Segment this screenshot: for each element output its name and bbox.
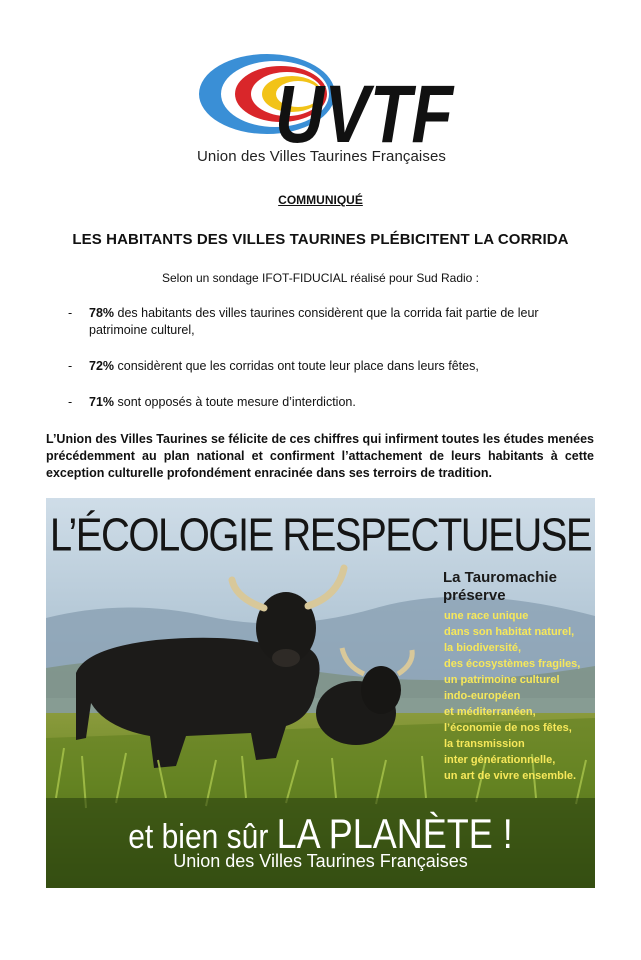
bullet-dash: - [68, 359, 73, 373]
bullet-dash: - [68, 306, 73, 320]
document-conclusion: L’Union des Villes Taurines se félicite de ces chiffres qui infirment toutes les études menées précédemment au plan national et confirment l’attachement de leurs habitants à cette exception culturelle profondément enracinée dans ses terroirs de tradition. [46, 432, 594, 480]
list-item: des écosystèmes fragiles, [444, 658, 581, 670]
list-item: indo-européen [444, 690, 521, 702]
list-item: inter générationnelle, [444, 754, 556, 766]
logo-subtitle: Union des Villes Taurines Françaises [197, 148, 447, 165]
list-item: une race unique [444, 610, 529, 622]
bullet-dash: - [68, 395, 73, 409]
uvtf-logo [195, 52, 455, 172]
poster-heading [443, 569, 593, 605]
bullet-percent: 78% [89, 306, 115, 320]
poster-cta-small: et bien sûr [128, 818, 277, 856]
document-intro: Selon un sondage IFOT-FIDUCIAL réalisé pour Sud Radio : [161, 271, 480, 285]
list-item: la biodiversité, [444, 642, 522, 654]
poster-heading-line-2: préserve [443, 587, 506, 604]
document-label: COMMUNIQUÉ [278, 193, 363, 207]
poster-cta-big: LA PLANÈTE ! [276, 810, 513, 858]
poster-image [46, 498, 595, 888]
list-item: un patrimoine culturel [444, 674, 560, 686]
list-item: et méditerranéen, [444, 706, 536, 718]
poster-list [444, 608, 594, 784]
bullet-text: des habitants des villes taurines considèrent que la corrida fait partie de leur patrimoine culturel, [89, 306, 539, 337]
bullet-percent: 71% [89, 395, 115, 409]
list-item: dans son habitat naturel, [444, 626, 575, 638]
poster-organization: Union des Villes Taurines Françaises [173, 851, 468, 871]
bullet-text: considèrent que les corridas ont toute leur place dans leurs fêtes, [114, 359, 479, 373]
document-headline: LES HABITANTS DES VILLES TAURINES PLÉBICITENT LA CORRIDA [72, 231, 569, 248]
bullet-percent: 72% [89, 359, 115, 373]
list-item: la transmission [444, 738, 525, 750]
bullet-text: sont opposés à toute mesure d’interdiction. [114, 395, 356, 409]
poster-heading-line-1: La Tauromachie [443, 569, 557, 586]
list-item: un art de vivre ensemble. [444, 770, 577, 782]
logo-rings-icon [195, 52, 455, 152]
list-item: l’économie de nos fêtes, [444, 722, 572, 734]
logo-wordmark: UVTF [275, 69, 455, 152]
poster-title: L’ÉCOLOGIE RESPECTUEUSE [49, 510, 592, 561]
